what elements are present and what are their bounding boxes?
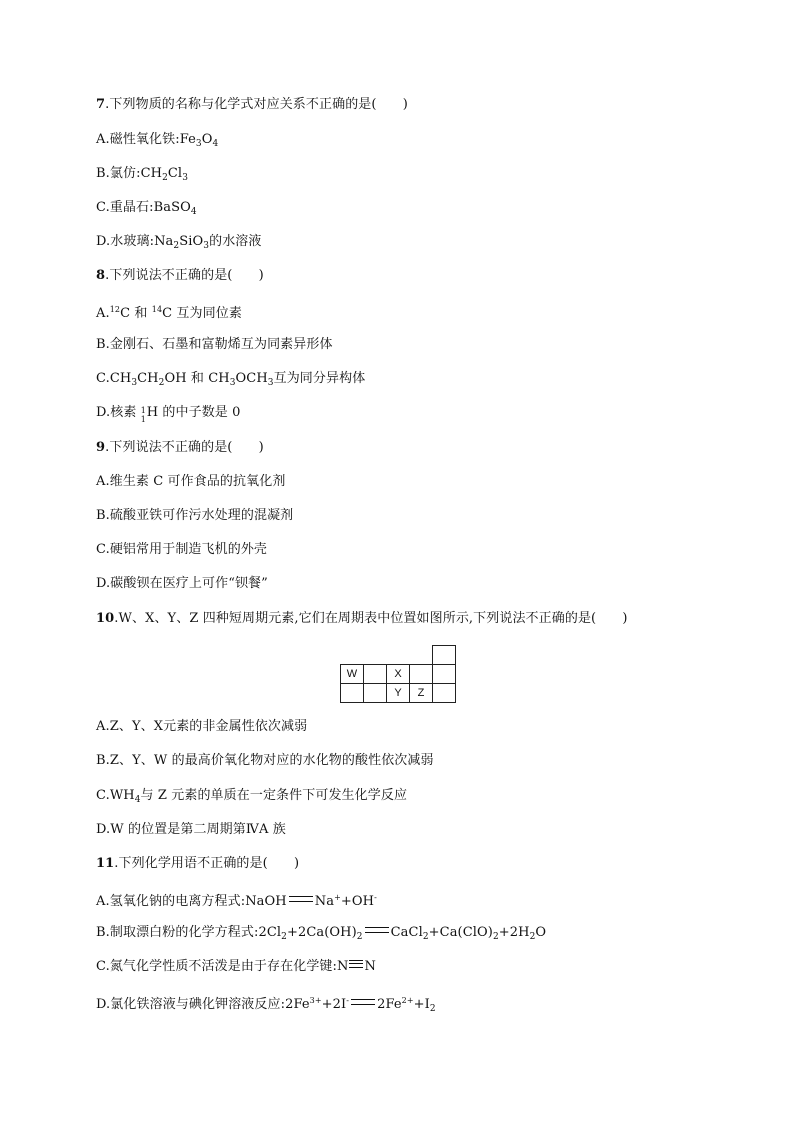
question-7-option-b: B.氯仿$:CH_2Cl_3$ [96, 166, 189, 183]
question-8-option-b: B.金刚石、石墨和富勒烯互为同素异形体 [96, 337, 333, 352]
triple-bond [349, 960, 363, 968]
nuclide-notation: 1 1 [140, 405, 146, 424]
question-9-stem: 9.下列说法不正确的是( ) [96, 440, 264, 455]
periodic-table-fragment [340, 645, 456, 703]
question-8-option-c: $C.CH_3CH_2OH$ 和 $CH_3OCH_3$互为同分异构体 [96, 371, 366, 388]
pt-cell [341, 684, 364, 703]
question-7-option-a: A.磁性氧化铁$:Fe_3O_4$ [96, 132, 219, 149]
question-7-stem: 7.下列物质的名称与化学式对应关系不正确的是( ) [96, 97, 408, 112]
question-8-option-a: A.$^{12}$C 和 $^{14}$C 互为同位素 [96, 305, 242, 321]
question-7-option-c: C.重晶石:BaSO$_4$ [96, 200, 197, 217]
question-10-stem: 10.W、X、Y、Z 四种短周期元素,它们在周期表中位置如图所示,下列说法不正确的是( ) [96, 611, 628, 626]
equals-sign [365, 927, 389, 933]
question-11-stem: 11.下列化学用语不正确的是( ) [96, 856, 300, 871]
question-8-option-d: D.核素 1 1 H 的中子数是 0 [96, 405, 241, 424]
pt-cell-x: X [387, 665, 410, 684]
equals-sign [289, 896, 313, 902]
question-8-stem: 8.下列说法不正确的是( ) [96, 268, 264, 283]
pt-cell [433, 684, 456, 703]
question-11-option-b: B.制取漂白粉的化学方程式$:2Cl_2+2Ca(OH)_2$ $CaCl_2+Ca(ClO)_2+2H_2O$ [96, 925, 547, 942]
question-9-option-c: C.硬铝常用于制造飞机的外壳 [96, 542, 268, 557]
pt-cell-z: Z [410, 684, 433, 703]
pt-cell-w: W [341, 665, 364, 684]
pt-cell [364, 665, 387, 684]
pt-cell [433, 665, 456, 684]
question-11-option-d: D.氯化铁溶液与碘化钾溶液反应$:2Fe^{3+}+2I^-$ $2Fe^{2+}+I_2$ [96, 996, 436, 1014]
pt-cell [433, 646, 456, 665]
question-10-option-b: B.Z、Y、W 的最高价氧化物对应的水化物的酸性依次减弱 [96, 753, 434, 768]
equals-sign [351, 999, 375, 1005]
question-9-option-d: D.碳酸钡在医疗上可作“钡餐” [96, 576, 268, 591]
question-9-option-b: B.硫酸亚铁可作污水处理的混凝剂 [96, 508, 294, 523]
pt-cell [410, 665, 433, 684]
pt-cell [364, 684, 387, 703]
question-7-option-d: D.水玻璃$:Na_2SiO_3$的水溶液 [96, 234, 262, 251]
pt-cell-y: Y [387, 684, 410, 703]
question-9-option-a: A.维生素 C 可作食品的抗氧化剂 [96, 474, 286, 489]
question-11-option-c: C.氮气化学性质不活泼是由于存在化学键:N N [96, 959, 376, 974]
question-11-option-a: A.氢氧化钠的电离方程式:NaOH Na++OH- [96, 893, 377, 909]
question-10-option-a: A.Z、Y、X元素的非金属性依次减弱 [96, 719, 308, 734]
question-10-option-c: $C.WH_4$与 Z 元素的单质在一定条件下可发生化学反应 [96, 788, 408, 805]
question-10-option-d: D.W 的位置是第二周期第ⅣA 族 [96, 822, 286, 837]
